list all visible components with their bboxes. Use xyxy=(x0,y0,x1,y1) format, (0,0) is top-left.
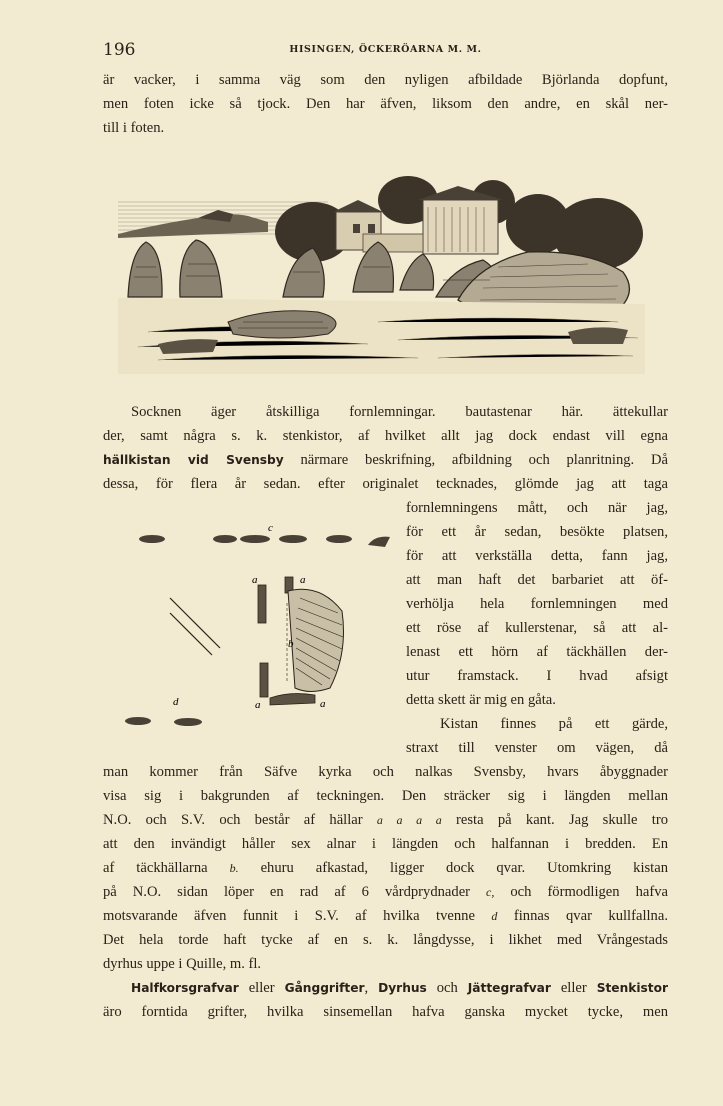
stone-cist-engraving xyxy=(118,172,645,374)
text-line: till i foten. xyxy=(103,120,165,136)
text-line: äro forntida grifter, hvilka sinsemellan hafva ganska mycket tycke, men xyxy=(103,1004,668,1020)
text-line: på N.O. sidan löper en rad af 6 vårdprydnader c, och förmodligen hafva xyxy=(103,884,668,900)
text-line: N.O. och S.V. och består af hällar a a a a resta på kant. Jag skulle tro xyxy=(103,812,669,828)
text-line: lenast ett hörn af täckhällen der- xyxy=(406,644,668,660)
page-header xyxy=(103,40,668,60)
text-line: motsvarande äfven funnit i S.V. af hvilka tvenne d finnas qvar kullfallna. xyxy=(103,908,668,924)
text-line: dyrhus uppe i Quille, m. fl. xyxy=(103,956,262,972)
svg-text:a: a xyxy=(255,699,261,711)
text-line: ett röse af kullerstenar, så att al- xyxy=(406,620,668,636)
text-line: man kommer från Säfve kyrka och nalkas Svensby, hvars åbyggnader xyxy=(103,764,668,780)
text-line: visa sig i bakgrunden af teckningen. Den sträcker sig i längden mellan xyxy=(103,788,668,804)
bold-term: hällkistan vid Svensby xyxy=(103,453,284,467)
text-line: verhölja hela fornlemningen med xyxy=(406,596,668,612)
text-line: Kistan finnes på ett gärde, xyxy=(440,716,668,732)
text-line: utur framstack. I hvad afsigt xyxy=(406,668,668,684)
plan-label-c: c xyxy=(268,522,273,534)
text-line: för att verkställa detta, fann jag, xyxy=(406,548,668,564)
running-head: HISINGEN, ÖCKERÖARNA M. M. xyxy=(289,44,482,55)
text-line: dessa, för flera år sedan. efter originalet tecknades, glömde jag att taga xyxy=(103,476,668,492)
text-line: är vacker, i samma väg som den nyligen afbildade Björlanda dopfunt, xyxy=(103,72,668,88)
svg-text:a: a xyxy=(320,698,326,710)
text-line: Det hela torde haft tycke af en s. k. långdysse, i likhet med Vrångestads xyxy=(103,932,668,948)
text-line: straxt till venster om vägen, då xyxy=(406,740,668,756)
text-line: att man haft det barbariet att öf- xyxy=(406,572,668,588)
text-line: fornlemningens mått, och när jag, xyxy=(406,500,668,516)
page-number: 196 xyxy=(103,40,136,60)
text-line: detta skett är mig en gåta. xyxy=(406,692,556,708)
plan-label-d: d xyxy=(173,696,179,708)
text-line: der, samt några s. k. stenkistor, af hvilket allt jag dock endast vill egna xyxy=(103,428,668,444)
text-line: att den invändigt håller sex alnar i längden och halfannan i bredden. En xyxy=(103,836,668,852)
text-line: Halfkorsgrafvar eller Gånggrifter, Dyrhus och Jättegrafvar eller Stenkistor xyxy=(131,980,668,996)
text-line: hällkistan vid Svensby närmare beskrifning, afbildning och planritning. Då xyxy=(103,452,668,468)
text-line: Socknen äger åtskilliga fornlemningar. bautastenar här. ättekullar xyxy=(131,404,668,420)
text-line: af täckhällarna b. ehuru afkastad, ligger dock qvar. Utomkring kistan xyxy=(103,860,669,876)
svg-text:a: a xyxy=(300,574,306,586)
plan-label-a: a xyxy=(252,574,258,586)
text-line: för ett år sedan, besökte platsen, xyxy=(406,524,668,540)
cist-ground-plan xyxy=(110,513,400,733)
plan-label-b: b xyxy=(288,638,294,650)
text-line: men foten icke så tjock. Den har äfven, liksom den andre, en skål ner- xyxy=(103,96,668,112)
